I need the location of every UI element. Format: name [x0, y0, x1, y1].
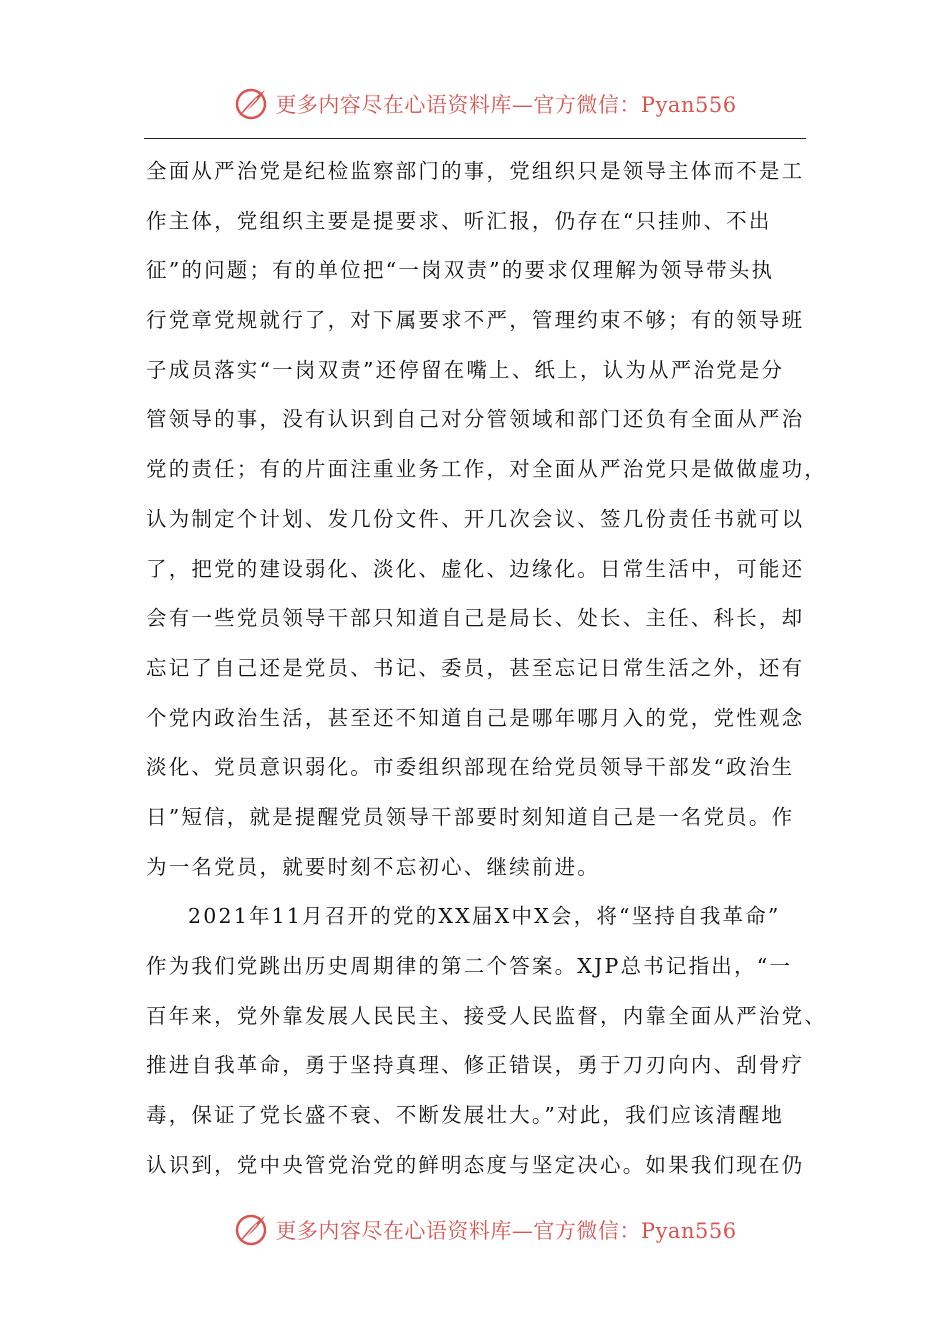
header-banner	[0, 82, 950, 126]
body-line: 毒，保证了党长盛不衰、不断发展壮大。”对此，我们应该清醒地	[146, 1103, 785, 1128]
header-divider	[144, 138, 806, 139]
header-banner-text: 更多内容尽在心语资料库—官方微信：Pyan556	[275, 93, 737, 117]
body-line: 百年来，党外靠发展人民民主、接受人民监督，内靠全面从严治党、	[146, 1003, 827, 1028]
paragraph-start-line: 2021年11月召开的党的XX届X中X会，将“坚持自我革命”	[188, 904, 781, 929]
footer-banner-text: 更多内容尽在心语资料库—官方微信：Pyan556	[275, 1219, 737, 1243]
body-line: 个党内政治生活，甚至还不知道自己是哪年哪月入的党，党性观念	[146, 705, 805, 730]
body-line: 管领导的事，没有认识到自己对分管领域和部门还负有全面从严治	[146, 407, 805, 432]
body-line: 认识到，党中央管党治党的鲜明态度与坚定决心。如果我们现在仍	[146, 1152, 805, 1177]
footer-banner	[0, 1208, 950, 1252]
quill-logo-icon	[233, 1212, 269, 1248]
body-line: 党的责任；有的片面注重业务工作，对全面从严治党只是做做虚功，	[146, 457, 827, 482]
body-line: 会有一些党员领导干部只知道自己是局长、处长、主任、科长，却	[146, 606, 805, 631]
body-line: 作主体，党组织主要是提要求、听汇报，仍存在“只挂帅、不出	[146, 208, 772, 233]
body-line: 征”的问题；有的单位把“一岗双责”的要求仅理解为领导带头执	[146, 258, 775, 283]
body-line: 认为制定个计划、发几份文件、开几次会议、签几份责任书就可以	[146, 506, 805, 531]
body-line: 行党章党规就行了，对下属要求不严，管理约束不够；有的领导班	[146, 308, 805, 333]
header-banner-inner	[233, 86, 736, 122]
body-line: 推进自我革命，勇于坚持真理、修正错误，勇于刀刃向内、刮骨疗	[146, 1053, 805, 1078]
body-line: 子成员落实“一岗双责”还停留在嘴上、纸上，认为从严治党是分	[146, 357, 785, 382]
body-line: 淡化、党员意识弱化。市委组织部现在给党员领导干部发“政治生	[146, 755, 795, 780]
quill-logo-icon	[233, 86, 269, 122]
body-line: 了，把党的建设弱化、淡化、虚化、边缘化。日常生活中，可能还	[146, 556, 805, 581]
body-line: 作为我们党跳出历史周期律的第二个答案。XJP总书记指出，“一	[146, 954, 793, 978]
body-line: 为一名党员，就要时刻不忘初心、继续前进。	[146, 854, 600, 879]
footer-banner-inner	[233, 1212, 736, 1248]
body-line: 日”短信，就是提醒党员领导干部要时刻知道自己是一名党员。作	[146, 804, 795, 829]
body-line: 忘记了自己还是党员、书记、委员，甚至忘记日常生活之外，还有	[146, 655, 805, 680]
body-line: 全面从严治党是纪检监察部门的事，党组织只是领导主体而不是工	[146, 159, 805, 183]
document-body	[146, 147, 827, 1190]
